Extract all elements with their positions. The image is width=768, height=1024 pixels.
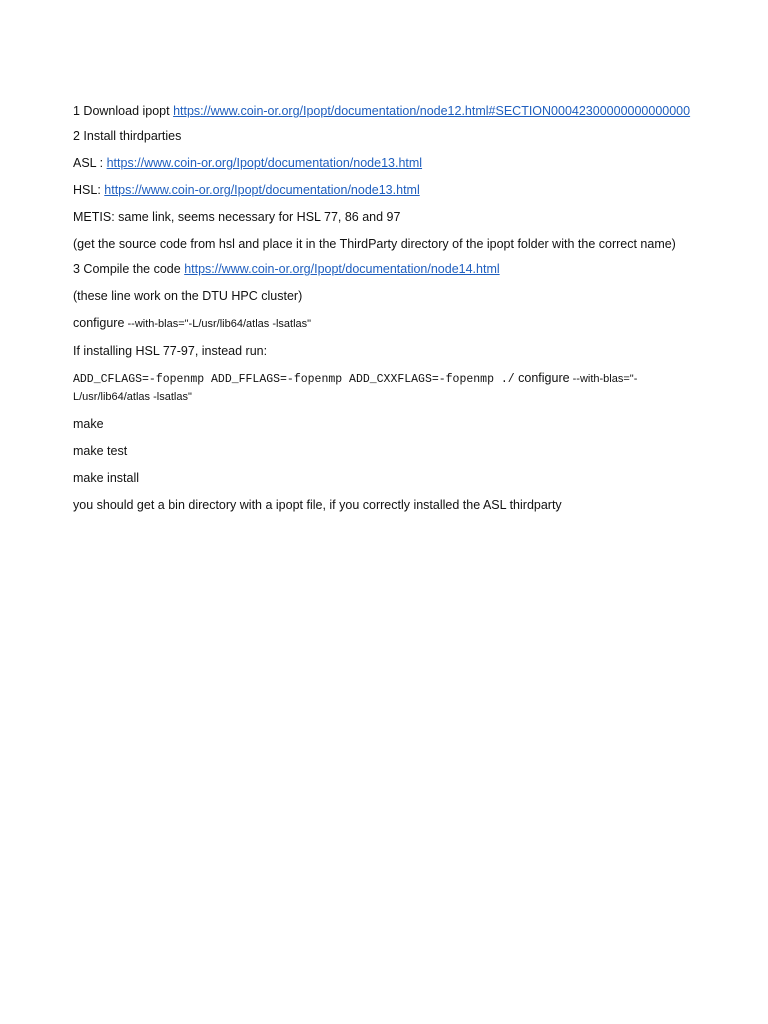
source-note: (get the source code from hsl and place it in the ThirdParty directory of the ipopt folder with the correct name) [73, 237, 676, 251]
asl-link[interactable]: https://www.coin-or.org/Ipopt/documentation/node13.html [106, 156, 423, 170]
step-compile-text: 3 Compile the code [73, 262, 185, 276]
configure-hsl-args: --with-blas="-L/usr/lib64/atlas -lsatlas" [73, 373, 638, 403]
configure-args: --with-blas="-L/usr/lib64/atlas -lsatlas" [124, 318, 312, 330]
cluster-note: (these line work on the DTU HPC cluster) [73, 289, 303, 303]
env-flags: ADD_CFLAGS=-fopenmp ADD_FFLAGS=-fopenmp ADD_CXXFLAGS=-fopenmp ./ [73, 373, 515, 386]
make-install-command: make install [73, 471, 139, 485]
configure-hsl-keyword: configure [514, 371, 570, 385]
hsl-link[interactable]: https://www.coin-or.org/Ipopt/documentation/node13.html [104, 183, 420, 197]
hsl-note: If installing HSL 77-97, instead run: [73, 344, 268, 358]
hsl-line [73, 182, 693, 198]
step-download [73, 103, 693, 119]
ipopt-download-link[interactable]: https://www.coin-or.org/Ipopt/documentation/node12.html#SECTION00042300000000000000 [173, 104, 691, 118]
asl-label: ASL : [73, 156, 107, 170]
step-download-text: 1 Download ipopt [73, 104, 174, 118]
hsl-label: HSL: [73, 183, 105, 197]
step-compile [73, 261, 693, 277]
asl-line [73, 155, 693, 171]
configure-hsl-command [73, 370, 693, 405]
configure-keyword: configure [73, 316, 125, 330]
compile-link[interactable]: https://www.coin-or.org/Ipopt/documentation/node14.html [184, 262, 500, 276]
step-install-thirdparties: 2 Install thirdparties [73, 129, 182, 143]
metis-line: METIS: same link, seems necessary for HSL 77, 86 and 97 [73, 210, 401, 224]
result-note: you should get a bin directory with a ipopt file, if you correctly installed the ASL thirdparty [73, 498, 562, 512]
document-body [73, 103, 693, 524]
configure-command [73, 315, 693, 332]
make-test-command: make test [73, 444, 128, 458]
make-command: make [73, 417, 104, 431]
